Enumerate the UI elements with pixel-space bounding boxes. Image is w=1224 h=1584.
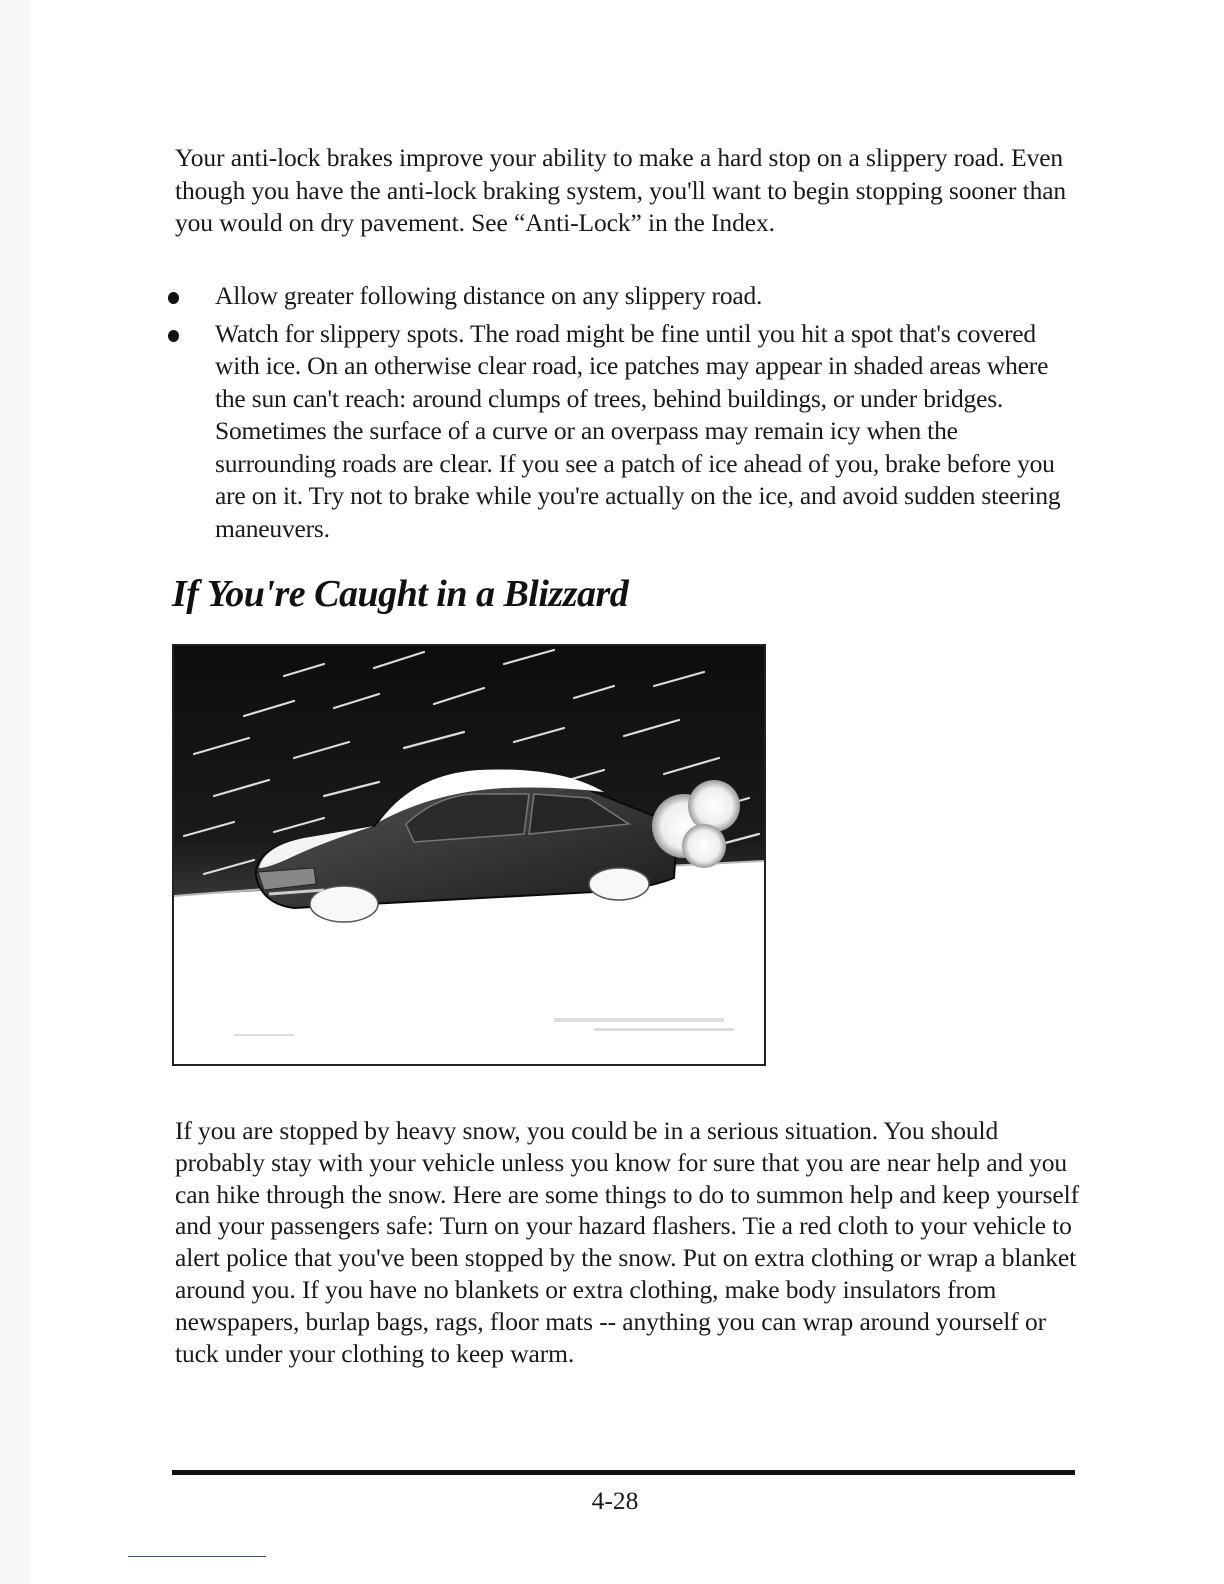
blizzard-car-illustration: [172, 644, 766, 1066]
list-item-text: Allow greater following distance on any slippery road.: [215, 281, 763, 310]
list-item: [165, 318, 1077, 546]
page-number: 4-28: [591, 1486, 639, 1515]
list-item: [165, 280, 1077, 313]
bullet-icon: [168, 330, 179, 342]
tips-list: [165, 280, 1077, 550]
section-heading: If You're Caught in a Blizzard: [172, 573, 629, 615]
blizzard-paragraph: If you are stopped by heavy snow, you could be in a serious situation. You should probably stay with your vehicle unless you know for sure that you are near help and you can hike through the snow. Here are some things to do to summon help and keep yourself and your passengers safe: Turn on your hazard flashers. Tie a red cloth to your vehicle to alert police that you've been stopped by the snow. Put on extra clothing or wrap a blanket around you. If you have no blankets or extra clothing, make body insulators from newspapers, burlap bags, rags, floor mats -- anything you can wrap around yourself or tuck under your clothing to keep warm.: [175, 1116, 1079, 1368]
blizzard-car-drawing: [174, 646, 764, 1064]
list-item-text: Watch for slippery spots. The road might be fine until you hit a spot that's covered with ice. On an otherwise clear road, ice patches may appear in shaded areas where the sun can't reach: around clumps of trees, behind buildings, or under bridges. Sometimes the surface of a curve or an overpass may remain icy when the surrounding roads are clear. If you see a patch of ice ahead of you, brake before you are on it. Try not to brake while you're actually on the ice, and avoid sudden steering maneuvers.: [215, 318, 1061, 543]
corner-line: [128, 1556, 266, 1557]
bullet-icon: [168, 292, 179, 304]
intro-paragraph: Your anti-lock brakes improve your ability to make a hard stop on a slippery road. Even though you have the anti-lock braking system, you'll want to begin stopping sooner than you would on dry pavement. See “Anti-Lock” in the Index.: [175, 143, 1067, 237]
footer-rule: [172, 1470, 1075, 1475]
